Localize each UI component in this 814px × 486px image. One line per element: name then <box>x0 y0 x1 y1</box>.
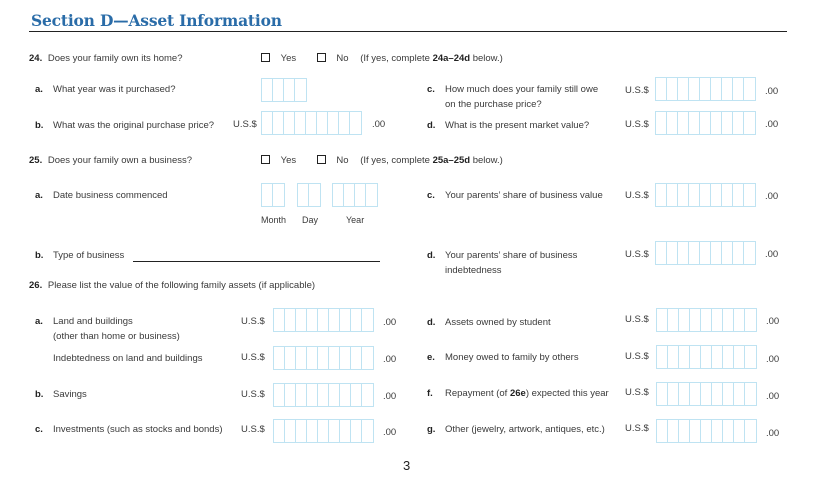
digit-cell[interactable] <box>307 309 318 331</box>
digit-cell[interactable] <box>667 78 678 100</box>
q26e-decimal: .00 <box>766 354 780 365</box>
digit-cell[interactable] <box>678 242 689 264</box>
q24-note-pre: (If yes, complete <box>360 53 433 64</box>
digit-cell[interactable] <box>296 309 307 331</box>
q25a-year-label: Year <box>346 215 365 225</box>
q26e-currency: U.S.$ <box>625 351 649 362</box>
digit-cell[interactable] <box>333 184 344 206</box>
digit-cell[interactable] <box>722 112 733 134</box>
digit-cell[interactable] <box>700 242 711 264</box>
digit-cell[interactable] <box>657 420 668 442</box>
q26b-label <box>35 387 87 402</box>
q24d-text: What is the present market value? <box>445 120 590 131</box>
digit-cell[interactable] <box>656 112 667 134</box>
digit-cell[interactable] <box>362 384 373 406</box>
digit-cell[interactable] <box>744 242 755 264</box>
digit-cell[interactable] <box>362 309 373 331</box>
q25-text: Does your family own a business? <box>47 155 193 166</box>
q26a-decimal: .00 <box>383 317 397 328</box>
digit-cell[interactable] <box>679 346 690 368</box>
section-title: Section D—Asset Information <box>31 11 282 30</box>
q25d-label <box>427 248 577 278</box>
digit-cell[interactable] <box>657 383 668 405</box>
digit-cell[interactable] <box>678 184 689 206</box>
digit-cell[interactable] <box>340 384 351 406</box>
digit-cell[interactable] <box>733 242 744 264</box>
digit-cell[interactable] <box>285 309 296 331</box>
q26a2-amount-input[interactable] <box>273 346 374 370</box>
q25-yes-checkbox[interactable] <box>261 155 270 164</box>
q25a-letter: a. <box>35 190 43 201</box>
digit-cell[interactable] <box>273 112 284 134</box>
digit-cell[interactable] <box>657 346 668 368</box>
digit-cell[interactable] <box>690 309 701 331</box>
q24b-text: What was the original purchase price? <box>53 120 215 131</box>
q26d-letter: d. <box>427 317 436 328</box>
q25-note-bold: 25a–25d <box>432 155 471 166</box>
digit-cell[interactable] <box>711 112 722 134</box>
q26d-decimal: .00 <box>766 316 780 327</box>
digit-cell[interactable] <box>656 78 667 100</box>
digit-cell[interactable] <box>262 79 273 101</box>
digit-cell[interactable] <box>273 184 284 206</box>
q25d-text-1: Your parents’ share of business <box>445 250 578 261</box>
digit-cell[interactable] <box>733 78 744 100</box>
digit-cell[interactable] <box>689 112 700 134</box>
q25a-month-label: Month <box>261 215 287 225</box>
digit-cell[interactable] <box>329 420 340 442</box>
q25a-day-label: Day <box>302 215 319 225</box>
q26d-currency: U.S.$ <box>625 314 649 325</box>
q26a-text-1: Land and buildings <box>53 316 133 327</box>
q24a-year-input[interactable] <box>261 78 307 102</box>
q24c-label <box>427 82 598 112</box>
digit-cell[interactable] <box>285 420 296 442</box>
q25-note <box>360 155 503 166</box>
q26b-currency: U.S.$ <box>241 389 265 400</box>
digit-cell[interactable] <box>307 384 318 406</box>
digit-cell[interactable] <box>307 420 318 442</box>
q24-no-label: No <box>336 53 349 64</box>
digit-cell[interactable] <box>285 384 296 406</box>
digit-cell[interactable] <box>318 420 329 442</box>
q26c-letter: c. <box>35 424 43 435</box>
digit-cell[interactable] <box>690 420 701 442</box>
q25c-decimal: .00 <box>765 191 779 202</box>
digit-cell[interactable] <box>362 420 373 442</box>
q25-no-checkbox[interactable] <box>317 155 326 164</box>
q24b-decimal: .00 <box>372 119 386 130</box>
digit-cell[interactable] <box>744 184 755 206</box>
digit-cell[interactable] <box>274 347 285 369</box>
digit-cell[interactable] <box>667 184 678 206</box>
q26a2-text: Indebtedness on land and buildings <box>53 353 203 364</box>
digit-cell[interactable] <box>690 346 701 368</box>
digit-cell[interactable] <box>284 79 295 101</box>
digit-cell[interactable] <box>667 112 678 134</box>
digit-cell[interactable] <box>296 420 307 442</box>
q25-note-post: below.) <box>470 155 503 166</box>
q24d-currency: U.S.$ <box>625 119 649 130</box>
q25-note-pre: (If yes, complete <box>360 155 433 166</box>
q24b-currency: U.S.$ <box>233 119 257 130</box>
digit-cell[interactable] <box>318 347 329 369</box>
digit-cell[interactable] <box>295 79 306 101</box>
digit-cell[interactable] <box>274 309 285 331</box>
digit-cell[interactable] <box>712 383 723 405</box>
digit-cell[interactable] <box>340 347 351 369</box>
q26f-text-post: ) expected this year <box>525 388 609 399</box>
digit-cell[interactable] <box>295 112 306 134</box>
digit-cell[interactable] <box>734 383 745 405</box>
digit-cell[interactable] <box>701 309 712 331</box>
q24c-decimal: .00 <box>765 86 779 97</box>
digit-cell[interactable] <box>712 346 723 368</box>
q26e-amount-input[interactable] <box>656 345 757 369</box>
digit-cell[interactable] <box>329 384 340 406</box>
digit-cell[interactable] <box>734 420 745 442</box>
q25c-text: Your parents’ share of business value <box>445 190 603 201</box>
q24c-text-1: How much does your family still owe <box>445 84 599 95</box>
q24-note <box>360 53 503 64</box>
q24-note-bold: 24a–24d <box>432 53 471 64</box>
digit-cell[interactable] <box>656 242 667 264</box>
q26d-amount-input[interactable] <box>656 308 757 332</box>
digit-cell[interactable] <box>711 78 722 100</box>
digit-cell[interactable] <box>678 112 689 134</box>
digit-cell[interactable] <box>668 420 679 442</box>
q25b-letter: b. <box>35 250 44 261</box>
digit-cell[interactable] <box>700 184 711 206</box>
q24b-label <box>35 118 214 133</box>
page-number: 3 <box>403 458 411 473</box>
q26a-text-2: (other than home or business) <box>53 331 180 342</box>
q25b-text: Type of business <box>53 250 125 261</box>
q24b-amount-input[interactable] <box>261 111 362 135</box>
q26f-amount-input[interactable] <box>656 382 757 406</box>
q26g-text: Other (jewelry, artwork, antiques, etc.) <box>445 424 605 435</box>
q26b-amount-input[interactable] <box>273 383 374 407</box>
digit-cell[interactable] <box>285 347 296 369</box>
digit-cell[interactable] <box>656 184 667 206</box>
q26g-label <box>427 422 605 437</box>
digit-cell[interactable] <box>351 309 362 331</box>
digit-cell[interactable] <box>274 420 285 442</box>
q24d-letter: d. <box>427 120 436 131</box>
q24c-text-2: on the purchase price? <box>445 99 542 110</box>
q26g-currency: U.S.$ <box>625 423 649 434</box>
q26c-currency: U.S.$ <box>241 424 265 435</box>
digit-cell[interactable] <box>340 309 351 331</box>
digit-cell[interactable] <box>262 112 273 134</box>
digit-cell[interactable] <box>722 242 733 264</box>
q25c-currency: U.S.$ <box>625 190 649 201</box>
digit-cell[interactable] <box>712 420 723 442</box>
digit-cell[interactable] <box>744 78 755 100</box>
digit-cell[interactable] <box>690 383 701 405</box>
digit-cell[interactable] <box>351 420 362 442</box>
q25d-text-2: indebtedness <box>445 265 502 276</box>
q26f-decimal: .00 <box>766 391 780 402</box>
q26a2-currency: U.S.$ <box>241 352 265 363</box>
digit-cell[interactable] <box>712 309 723 331</box>
q26e-letter: e. <box>427 352 435 363</box>
digit-cell[interactable] <box>723 420 734 442</box>
q25-yes-label: Yes <box>280 155 297 166</box>
digit-cell[interactable] <box>745 346 756 368</box>
digit-cell[interactable] <box>733 112 744 134</box>
digit-cell[interactable] <box>711 242 722 264</box>
q25d-letter: d. <box>427 250 436 261</box>
q26a-currency: U.S.$ <box>241 316 265 327</box>
q26g-letter: g. <box>427 424 436 435</box>
digit-cell[interactable] <box>700 78 711 100</box>
q25a-month-input[interactable] <box>261 183 285 207</box>
digit-cell[interactable] <box>306 112 317 134</box>
q25c-letter: c. <box>427 190 435 201</box>
q25d-currency: U.S.$ <box>625 249 649 260</box>
q25b-type-input[interactable] <box>133 261 380 262</box>
q26-number: 26. <box>29 280 43 291</box>
digit-cell[interactable] <box>262 184 273 206</box>
q26-question <box>29 278 315 293</box>
title-rule <box>29 31 787 32</box>
digit-cell[interactable] <box>274 384 285 406</box>
q26a-letter: a. <box>35 316 43 327</box>
q24a-text: What year was it purchased? <box>53 84 176 95</box>
digit-cell[interactable] <box>701 420 712 442</box>
q26f-label <box>427 386 609 401</box>
digit-cell[interactable] <box>296 347 307 369</box>
digit-cell[interactable] <box>296 384 307 406</box>
q24d-label <box>427 118 589 133</box>
q26f-text-bold: 26e <box>509 388 526 399</box>
q25a-year-input[interactable] <box>332 183 378 207</box>
digit-cell[interactable] <box>340 420 351 442</box>
digit-cell[interactable] <box>722 184 733 206</box>
q25-question <box>29 153 192 168</box>
q26d-label <box>427 315 551 330</box>
q25a-day-input[interactable] <box>297 183 321 207</box>
digit-cell[interactable] <box>722 78 733 100</box>
digit-cell[interactable] <box>678 78 689 100</box>
digit-cell[interactable] <box>679 383 690 405</box>
digit-cell[interactable] <box>745 309 756 331</box>
q25a-text: Date business commenced <box>53 190 168 201</box>
digit-cell[interactable] <box>734 309 745 331</box>
digit-cell[interactable] <box>679 309 690 331</box>
q26b-letter: b. <box>35 389 44 400</box>
digit-cell[interactable] <box>309 184 320 206</box>
q25a-label <box>35 188 168 203</box>
q24d-amount-input[interactable] <box>655 111 756 135</box>
q26a-label <box>35 314 180 344</box>
q26g-amount-input[interactable] <box>656 419 757 443</box>
q24c-amount-input[interactable] <box>655 77 756 101</box>
digit-cell[interactable] <box>307 347 318 369</box>
q26c-text: Investments (such as stocks and bonds) <box>53 424 223 435</box>
q24-note-post: below.) <box>470 53 503 64</box>
digit-cell[interactable] <box>329 347 340 369</box>
digit-cell[interactable] <box>667 242 678 264</box>
digit-cell[interactable] <box>329 309 340 331</box>
digit-cell[interactable] <box>366 184 377 206</box>
digit-cell[interactable] <box>744 112 755 134</box>
digit-cell[interactable] <box>723 346 734 368</box>
q25c-amount-input[interactable] <box>655 183 756 207</box>
q24-no-checkbox[interactable] <box>317 53 326 62</box>
digit-cell[interactable] <box>668 383 679 405</box>
q26b-text: Savings <box>53 389 87 400</box>
q26e-text: Money owed to family by others <box>445 352 579 363</box>
q24-number: 24. <box>29 53 43 64</box>
q24-yes-label: Yes <box>280 53 297 64</box>
q26f-currency: U.S.$ <box>625 387 649 398</box>
q26e-label <box>427 350 579 365</box>
q26a2-label <box>35 351 202 366</box>
q25d-decimal: .00 <box>765 249 779 260</box>
q26b-decimal: .00 <box>383 391 397 402</box>
digit-cell[interactable] <box>350 112 361 134</box>
q26c-amount-input[interactable] <box>273 419 374 443</box>
digit-cell[interactable] <box>679 420 690 442</box>
digit-cell[interactable] <box>701 346 712 368</box>
digit-cell[interactable] <box>689 242 700 264</box>
q26d-text: Assets owned by student <box>445 317 551 328</box>
digit-cell[interactable] <box>701 383 712 405</box>
q24-question <box>29 51 183 66</box>
digit-cell[interactable] <box>745 383 756 405</box>
digit-cell[interactable] <box>745 420 756 442</box>
digit-cell[interactable] <box>711 184 722 206</box>
digit-cell[interactable] <box>298 184 309 206</box>
q24c-letter: c. <box>427 84 435 95</box>
q24c-currency: U.S.$ <box>625 85 649 96</box>
q25-no-label: No <box>336 155 349 166</box>
digit-cell[interactable] <box>700 112 711 134</box>
digit-cell[interactable] <box>284 112 295 134</box>
q24b-letter: b. <box>35 120 44 131</box>
q26c-label <box>35 422 223 437</box>
digit-cell[interactable] <box>733 184 744 206</box>
q24d-decimal: .00 <box>765 119 779 130</box>
digit-cell[interactable] <box>362 347 373 369</box>
digit-cell[interactable] <box>339 112 350 134</box>
q25b-label <box>35 248 124 263</box>
digit-cell[interactable] <box>328 112 339 134</box>
digit-cell[interactable] <box>318 309 329 331</box>
q25-number: 25. <box>29 155 43 166</box>
digit-cell[interactable] <box>734 346 745 368</box>
q24-options <box>261 51 503 66</box>
q24-text: Does your family own its home? <box>47 53 183 64</box>
digit-cell[interactable] <box>344 184 355 206</box>
digit-cell[interactable] <box>689 78 700 100</box>
q26f-text-pre: Repayment (of <box>445 388 510 399</box>
digit-cell[interactable] <box>668 346 679 368</box>
digit-cell[interactable] <box>723 309 734 331</box>
digit-cell[interactable] <box>723 383 734 405</box>
digit-cell[interactable] <box>657 309 668 331</box>
q25c-label <box>427 188 603 203</box>
digit-cell[interactable] <box>351 384 362 406</box>
q26-text: Please list the value of the following family assets (if applicable) <box>47 280 316 291</box>
q24a-letter: a. <box>35 84 43 95</box>
q26c-decimal: .00 <box>383 427 397 438</box>
q26f-letter: f. <box>427 388 433 399</box>
q26a-amount-input[interactable] <box>273 308 374 332</box>
q25d-amount-input[interactable] <box>655 241 756 265</box>
q24-yes-checkbox[interactable] <box>261 53 270 62</box>
digit-cell[interactable] <box>355 184 366 206</box>
q26a2-decimal: .00 <box>383 354 397 365</box>
q25-options <box>261 153 503 168</box>
digit-cell[interactable] <box>317 112 328 134</box>
digit-cell[interactable] <box>668 309 679 331</box>
digit-cell[interactable] <box>689 184 700 206</box>
digit-cell[interactable] <box>273 79 284 101</box>
q24a-label <box>35 82 176 97</box>
q26g-decimal: .00 <box>766 428 780 439</box>
digit-cell[interactable] <box>351 347 362 369</box>
digit-cell[interactable] <box>318 384 329 406</box>
